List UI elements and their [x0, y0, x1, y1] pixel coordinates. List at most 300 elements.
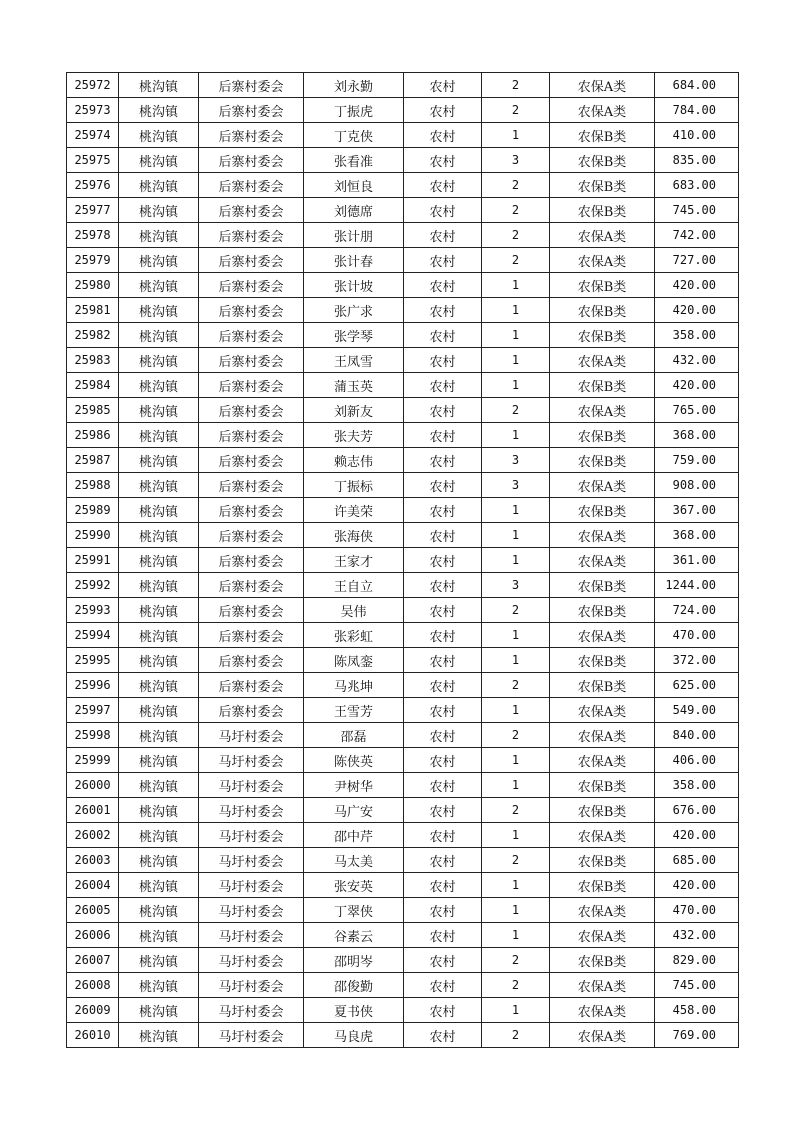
table-row: [67, 448, 739, 473]
table-row: [67, 298, 739, 323]
insurance-type-cell: 农保A类: [550, 548, 655, 573]
area-type-cell: 农村: [404, 423, 482, 448]
household-size-cell: 2: [482, 598, 550, 623]
household-size-cell: 1: [482, 498, 550, 523]
area-type-cell: 农村: [404, 798, 482, 823]
insurance-type-cell: 农保A类: [550, 898, 655, 923]
village-cell: 后寨村委会: [199, 648, 304, 673]
name-cell: 张广求: [304, 298, 404, 323]
area-type-cell: 农村: [404, 648, 482, 673]
name-cell: 邵明岑: [304, 948, 404, 973]
insurance-type-cell: 农保B类: [550, 773, 655, 798]
area-type-cell: 农村: [404, 273, 482, 298]
area-type-cell: 农村: [404, 1023, 482, 1048]
village-cell: 后寨村委会: [199, 598, 304, 623]
row-id-cell: 26007: [67, 948, 119, 973]
town-cell: 桃沟镇: [119, 673, 199, 698]
household-size-cell: 2: [482, 223, 550, 248]
town-cell: 桃沟镇: [119, 873, 199, 898]
household-size-cell: 1: [482, 898, 550, 923]
row-id-cell: 25991: [67, 548, 119, 573]
name-cell: 王家才: [304, 548, 404, 573]
row-id-cell: 25978: [67, 223, 119, 248]
household-size-cell: 2: [482, 198, 550, 223]
village-cell: 后寨村委会: [199, 548, 304, 573]
area-type-cell: 农村: [404, 998, 482, 1023]
village-cell: 后寨村委会: [199, 448, 304, 473]
village-cell: 马圩村委会: [199, 948, 304, 973]
row-id-cell: 25992: [67, 573, 119, 598]
household-size-cell: 1: [482, 348, 550, 373]
village-cell: 后寨村委会: [199, 423, 304, 448]
amount-cell: 685.00: [655, 848, 739, 873]
table-row: [67, 498, 739, 523]
amount-cell: 784.00: [655, 98, 739, 123]
table-row: [67, 998, 739, 1023]
insurance-type-cell: 农保A类: [550, 248, 655, 273]
insurance-type-cell: 农保A类: [550, 748, 655, 773]
household-size-cell: 2: [482, 948, 550, 973]
row-id-cell: 25999: [67, 748, 119, 773]
amount-cell: 742.00: [655, 223, 739, 248]
name-cell: 尹树华: [304, 773, 404, 798]
table-row: [67, 523, 739, 548]
name-cell: 张彩虹: [304, 623, 404, 648]
area-type-cell: 农村: [404, 323, 482, 348]
amount-cell: 724.00: [655, 598, 739, 623]
insurance-type-cell: 农保A类: [550, 973, 655, 998]
row-id-cell: 25976: [67, 173, 119, 198]
insurance-type-cell: 农保B类: [550, 423, 655, 448]
town-cell: 桃沟镇: [119, 373, 199, 398]
name-cell: 邵磊: [304, 723, 404, 748]
town-cell: 桃沟镇: [119, 98, 199, 123]
name-cell: 刘德席: [304, 198, 404, 223]
table-row: [67, 623, 739, 648]
name-cell: 丁翠侠: [304, 898, 404, 923]
area-type-cell: 农村: [404, 623, 482, 648]
town-cell: 桃沟镇: [119, 298, 199, 323]
amount-cell: 420.00: [655, 273, 739, 298]
name-cell: 赖志伟: [304, 448, 404, 473]
village-cell: 马圩村委会: [199, 873, 304, 898]
town-cell: 桃沟镇: [119, 248, 199, 273]
insurance-type-cell: 农保A类: [550, 923, 655, 948]
row-id-cell: 25988: [67, 473, 119, 498]
town-cell: 桃沟镇: [119, 623, 199, 648]
area-type-cell: 农村: [404, 923, 482, 948]
village-cell: 后寨村委会: [199, 473, 304, 498]
village-cell: 后寨村委会: [199, 298, 304, 323]
area-type-cell: 农村: [404, 298, 482, 323]
row-id-cell: 25989: [67, 498, 119, 523]
area-type-cell: 农村: [404, 548, 482, 573]
table-row: [67, 948, 739, 973]
area-type-cell: 农村: [404, 598, 482, 623]
table-row: [67, 423, 739, 448]
name-cell: 马兆坤: [304, 673, 404, 698]
village-cell: 马圩村委会: [199, 723, 304, 748]
village-cell: 后寨村委会: [199, 248, 304, 273]
amount-cell: 1244.00: [655, 573, 739, 598]
name-cell: 张计春: [304, 248, 404, 273]
household-size-cell: 1: [482, 423, 550, 448]
amount-cell: 367.00: [655, 498, 739, 523]
area-type-cell: 农村: [404, 373, 482, 398]
name-cell: 陈凤銮: [304, 648, 404, 673]
amount-cell: 727.00: [655, 248, 739, 273]
name-cell: 刘永勤: [304, 73, 404, 98]
name-cell: 邵俊勤: [304, 973, 404, 998]
insurance-type-cell: 农保B类: [550, 648, 655, 673]
town-cell: 桃沟镇: [119, 448, 199, 473]
household-size-cell: 2: [482, 248, 550, 273]
name-cell: 丁振虎: [304, 98, 404, 123]
row-id-cell: 25993: [67, 598, 119, 623]
household-size-cell: 1: [482, 748, 550, 773]
household-size-cell: 2: [482, 673, 550, 698]
amount-cell: 829.00: [655, 948, 739, 973]
amount-cell: 406.00: [655, 748, 739, 773]
row-id-cell: 26003: [67, 848, 119, 873]
village-cell: 马圩村委会: [199, 823, 304, 848]
amount-cell: 745.00: [655, 198, 739, 223]
table-row: [67, 73, 739, 98]
benefit-table: [66, 72, 739, 1048]
town-cell: 桃沟镇: [119, 498, 199, 523]
table-row: [67, 398, 739, 423]
amount-cell: 835.00: [655, 148, 739, 173]
name-cell: 陈侠英: [304, 748, 404, 773]
town-cell: 桃沟镇: [119, 973, 199, 998]
row-id-cell: 25990: [67, 523, 119, 548]
table-row: [67, 123, 739, 148]
insurance-type-cell: 农保B类: [550, 498, 655, 523]
insurance-type-cell: 农保B类: [550, 573, 655, 598]
table-row: [67, 373, 739, 398]
row-id-cell: 25994: [67, 623, 119, 648]
insurance-type-cell: 农保A类: [550, 823, 655, 848]
insurance-type-cell: 农保A类: [550, 348, 655, 373]
name-cell: 马良虎: [304, 1023, 404, 1048]
table-row: [67, 223, 739, 248]
row-id-cell: 26006: [67, 923, 119, 948]
amount-cell: 470.00: [655, 898, 739, 923]
name-cell: 谷素云: [304, 923, 404, 948]
village-cell: 马圩村委会: [199, 773, 304, 798]
village-cell: 后寨村委会: [199, 323, 304, 348]
table-row: [67, 198, 739, 223]
insurance-type-cell: 农保A类: [550, 98, 655, 123]
amount-cell: 683.00: [655, 173, 739, 198]
town-cell: 桃沟镇: [119, 148, 199, 173]
insurance-type-cell: 农保B类: [550, 373, 655, 398]
town-cell: 桃沟镇: [119, 823, 199, 848]
table-row: [67, 598, 739, 623]
insurance-type-cell: 农保B类: [550, 448, 655, 473]
town-cell: 桃沟镇: [119, 1023, 199, 1048]
table-row: [67, 823, 739, 848]
table-row: [67, 923, 739, 948]
table-row: [67, 848, 739, 873]
table-row: [67, 1023, 739, 1048]
area-type-cell: 农村: [404, 148, 482, 173]
name-cell: 马广安: [304, 798, 404, 823]
household-size-cell: 3: [482, 473, 550, 498]
table-row: [67, 173, 739, 198]
village-cell: 后寨村委会: [199, 398, 304, 423]
table-row: [67, 698, 739, 723]
insurance-type-cell: 农保B类: [550, 598, 655, 623]
village-cell: 马圩村委会: [199, 748, 304, 773]
household-size-cell: 1: [482, 123, 550, 148]
town-cell: 桃沟镇: [119, 898, 199, 923]
name-cell: 刘新友: [304, 398, 404, 423]
area-type-cell: 农村: [404, 573, 482, 598]
table-row: [67, 873, 739, 898]
area-type-cell: 农村: [404, 448, 482, 473]
village-cell: 马圩村委会: [199, 798, 304, 823]
area-type-cell: 农村: [404, 98, 482, 123]
amount-cell: 358.00: [655, 323, 739, 348]
area-type-cell: 农村: [404, 823, 482, 848]
name-cell: 张计坡: [304, 273, 404, 298]
table-row: [67, 548, 739, 573]
village-cell: 后寨村委会: [199, 123, 304, 148]
table-row: [67, 973, 739, 998]
household-size-cell: 1: [482, 623, 550, 648]
row-id-cell: 25996: [67, 673, 119, 698]
amount-cell: 372.00: [655, 648, 739, 673]
table-row: [67, 723, 739, 748]
row-id-cell: 25982: [67, 323, 119, 348]
area-type-cell: 农村: [404, 398, 482, 423]
town-cell: 桃沟镇: [119, 948, 199, 973]
amount-cell: 410.00: [655, 123, 739, 148]
name-cell: 张安英: [304, 873, 404, 898]
town-cell: 桃沟镇: [119, 848, 199, 873]
name-cell: 王自立: [304, 573, 404, 598]
household-size-cell: 1: [482, 648, 550, 673]
table-row: [67, 473, 739, 498]
name-cell: 夏书侠: [304, 998, 404, 1023]
area-type-cell: 农村: [404, 498, 482, 523]
town-cell: 桃沟镇: [119, 998, 199, 1023]
row-id-cell: 25986: [67, 423, 119, 448]
town-cell: 桃沟镇: [119, 398, 199, 423]
town-cell: 桃沟镇: [119, 648, 199, 673]
area-type-cell: 农村: [404, 248, 482, 273]
household-size-cell: 2: [482, 798, 550, 823]
area-type-cell: 农村: [404, 748, 482, 773]
town-cell: 桃沟镇: [119, 573, 199, 598]
village-cell: 后寨村委会: [199, 273, 304, 298]
household-size-cell: 1: [482, 323, 550, 348]
village-cell: 马圩村委会: [199, 1023, 304, 1048]
amount-cell: 759.00: [655, 448, 739, 473]
name-cell: 刘恒良: [304, 173, 404, 198]
village-cell: 马圩村委会: [199, 923, 304, 948]
household-size-cell: 1: [482, 298, 550, 323]
table-row: [67, 273, 739, 298]
row-id-cell: 26000: [67, 773, 119, 798]
row-id-cell: 25984: [67, 373, 119, 398]
area-type-cell: 农村: [404, 848, 482, 873]
insurance-type-cell: 农保B类: [550, 873, 655, 898]
town-cell: 桃沟镇: [119, 798, 199, 823]
insurance-type-cell: 农保A类: [550, 698, 655, 723]
town-cell: 桃沟镇: [119, 698, 199, 723]
area-type-cell: 农村: [404, 223, 482, 248]
village-cell: 后寨村委会: [199, 573, 304, 598]
table-row: [67, 573, 739, 598]
village-cell: 马圩村委会: [199, 898, 304, 923]
amount-cell: 358.00: [655, 773, 739, 798]
household-size-cell: 2: [482, 73, 550, 98]
row-id-cell: 25972: [67, 73, 119, 98]
row-id-cell: 26010: [67, 1023, 119, 1048]
town-cell: 桃沟镇: [119, 323, 199, 348]
area-type-cell: 农村: [404, 773, 482, 798]
village-cell: 马圩村委会: [199, 998, 304, 1023]
village-cell: 后寨村委会: [199, 498, 304, 523]
name-cell: 张学琴: [304, 323, 404, 348]
name-cell: 蒲玉英: [304, 373, 404, 398]
row-id-cell: 25998: [67, 723, 119, 748]
household-size-cell: 1: [482, 698, 550, 723]
village-cell: 后寨村委会: [199, 223, 304, 248]
amount-cell: 625.00: [655, 673, 739, 698]
town-cell: 桃沟镇: [119, 923, 199, 948]
town-cell: 桃沟镇: [119, 748, 199, 773]
insurance-type-cell: 农保A类: [550, 998, 655, 1023]
area-type-cell: 农村: [404, 123, 482, 148]
town-cell: 桃沟镇: [119, 523, 199, 548]
area-type-cell: 农村: [404, 948, 482, 973]
town-cell: 桃沟镇: [119, 73, 199, 98]
name-cell: 张计朋: [304, 223, 404, 248]
household-size-cell: 1: [482, 998, 550, 1023]
table-row: [67, 898, 739, 923]
table-row: [67, 773, 739, 798]
table-row: [67, 323, 739, 348]
village-cell: 后寨村委会: [199, 173, 304, 198]
name-cell: 吴伟: [304, 598, 404, 623]
town-cell: 桃沟镇: [119, 223, 199, 248]
row-id-cell: 25977: [67, 198, 119, 223]
household-size-cell: 1: [482, 923, 550, 948]
area-type-cell: 农村: [404, 348, 482, 373]
name-cell: 张海侠: [304, 523, 404, 548]
household-size-cell: 2: [482, 398, 550, 423]
insurance-type-cell: 农保B类: [550, 848, 655, 873]
table-row: [67, 673, 739, 698]
area-type-cell: 农村: [404, 698, 482, 723]
town-cell: 桃沟镇: [119, 198, 199, 223]
insurance-type-cell: 农保B类: [550, 198, 655, 223]
table-row: [67, 648, 739, 673]
household-size-cell: 1: [482, 273, 550, 298]
village-cell: 后寨村委会: [199, 348, 304, 373]
table-row: [67, 348, 739, 373]
amount-cell: 676.00: [655, 798, 739, 823]
name-cell: 邵中芹: [304, 823, 404, 848]
insurance-type-cell: 农保A类: [550, 473, 655, 498]
household-size-cell: 3: [482, 448, 550, 473]
name-cell: 王雪芳: [304, 698, 404, 723]
amount-cell: 368.00: [655, 523, 739, 548]
amount-cell: 908.00: [655, 473, 739, 498]
household-size-cell: 1: [482, 523, 550, 548]
amount-cell: 745.00: [655, 973, 739, 998]
insurance-type-cell: 农保A类: [550, 73, 655, 98]
row-id-cell: 25981: [67, 298, 119, 323]
row-id-cell: 25979: [67, 248, 119, 273]
household-size-cell: 1: [482, 548, 550, 573]
area-type-cell: 农村: [404, 723, 482, 748]
town-cell: 桃沟镇: [119, 173, 199, 198]
amount-cell: 765.00: [655, 398, 739, 423]
amount-cell: 549.00: [655, 698, 739, 723]
amount-cell: 420.00: [655, 373, 739, 398]
town-cell: 桃沟镇: [119, 123, 199, 148]
village-cell: 后寨村委会: [199, 98, 304, 123]
row-id-cell: 25987: [67, 448, 119, 473]
household-size-cell: 1: [482, 873, 550, 898]
area-type-cell: 农村: [404, 473, 482, 498]
village-cell: 马圩村委会: [199, 848, 304, 873]
amount-cell: 840.00: [655, 723, 739, 748]
row-id-cell: 26009: [67, 998, 119, 1023]
household-size-cell: 3: [482, 148, 550, 173]
row-id-cell: 26005: [67, 898, 119, 923]
insurance-type-cell: 农保A类: [550, 223, 655, 248]
insurance-type-cell: 农保A类: [550, 623, 655, 648]
area-type-cell: 农村: [404, 173, 482, 198]
row-id-cell: 25997: [67, 698, 119, 723]
amount-cell: 432.00: [655, 923, 739, 948]
household-size-cell: 1: [482, 373, 550, 398]
row-id-cell: 25974: [67, 123, 119, 148]
insurance-type-cell: 农保B类: [550, 148, 655, 173]
town-cell: 桃沟镇: [119, 773, 199, 798]
insurance-type-cell: 农保B类: [550, 298, 655, 323]
village-cell: 后寨村委会: [199, 523, 304, 548]
amount-cell: 769.00: [655, 1023, 739, 1048]
village-cell: 后寨村委会: [199, 673, 304, 698]
name-cell: 许美荣: [304, 498, 404, 523]
village-cell: 后寨村委会: [199, 373, 304, 398]
insurance-type-cell: 农保B类: [550, 123, 655, 148]
name-cell: 丁振标: [304, 473, 404, 498]
amount-cell: 420.00: [655, 873, 739, 898]
name-cell: 马太美: [304, 848, 404, 873]
amount-cell: 684.00: [655, 73, 739, 98]
area-type-cell: 农村: [404, 523, 482, 548]
amount-cell: 470.00: [655, 623, 739, 648]
village-cell: 后寨村委会: [199, 198, 304, 223]
household-size-cell: 2: [482, 1023, 550, 1048]
name-cell: 王凤雪: [304, 348, 404, 373]
insurance-type-cell: 农保B类: [550, 948, 655, 973]
row-id-cell: 25995: [67, 648, 119, 673]
town-cell: 桃沟镇: [119, 273, 199, 298]
village-cell: 马圩村委会: [199, 973, 304, 998]
area-type-cell: 农村: [404, 673, 482, 698]
row-id-cell: 26008: [67, 973, 119, 998]
amount-cell: 420.00: [655, 298, 739, 323]
village-cell: 后寨村委会: [199, 148, 304, 173]
